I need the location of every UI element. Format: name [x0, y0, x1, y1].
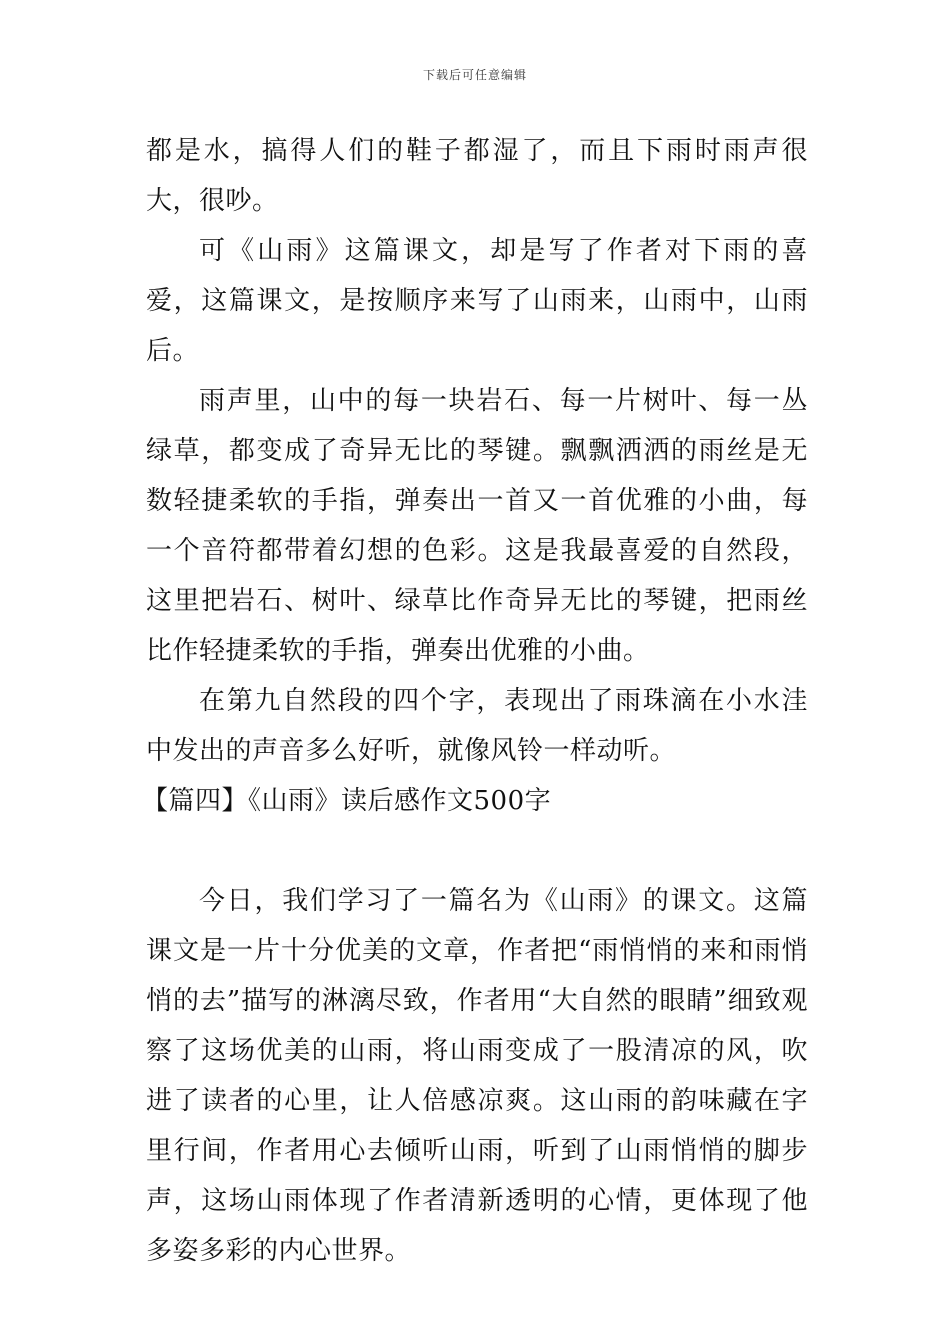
page-header: 下载后可任意编辑 — [422, 68, 527, 82]
document-body — [142, 126, 808, 1276]
paragraph-4: 在第九自然段的四个字，表现出了雨珠滴在小水洼中发出的声音多么好听，就像风铃一样动听。 — [146, 686, 808, 766]
paragraph-5: 今日，我们学习了一篇名为《山雨》的课文。这篇课文是一片十分优美的文章，作者把“雨悄悄的来和雨悄悄的去”描写的淋漓尽致，作者用“大自然的眼睛”细致观察了这场优美的山雨，将山雨变成了一股清凉的风，吹进了读者的心里，让人倍感凉爽。这山雨的韵味藏在字里行间，作者用心去倾听山雨，听到了山雨悄悄的脚步声，这场山雨体现了作者清新透明的心情，更体现了他多姿多彩的内心世界。 — [146, 886, 808, 1266]
blank-line — [146, 826, 808, 876]
paragraph-3: 雨声里，山中的每一块岩石、每一片树叶、每一丛绿草，都变成了奇异无比的琴键。飘飘洒洒的雨丝是无数轻捷柔软的手指，弹奏出一首又一首优雅的小曲，每一个音符都带着幻想的色彩。这是我最喜爱的自然段，这里把岩石、树叶、绿草比作奇异无比的琴键，把雨丝比作轻捷柔软的手指，弹奏出优雅的小曲。 — [146, 386, 808, 666]
paragraph-continuation: 都是水，搞得人们的鞋子都湿了，而且下雨时雨声很大，很吵。 — [146, 136, 808, 216]
paragraph-2: 可《山雨》这篇课文，却是写了作者对下雨的喜爱，这篇课文，是按顺序来写了山雨来，山雨中，山雨后。 — [146, 236, 808, 366]
section-heading: 【篇四】《山雨》读后感作文500字 — [142, 786, 552, 816]
